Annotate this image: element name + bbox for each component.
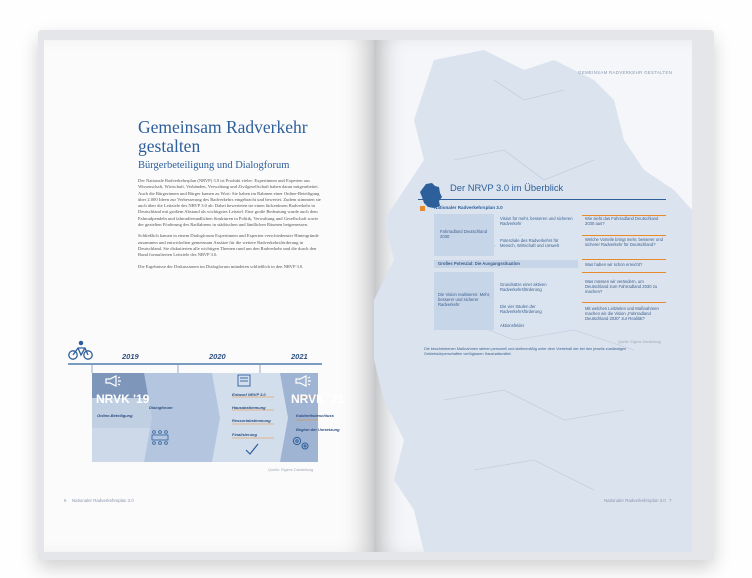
fahrradland-text: Fahrradland Deutschland 2030 — [440, 229, 488, 239]
question-4: Was müssen wir verändern, um Deutschland zum Fahrradland 2030 zu machen? — [585, 279, 658, 294]
table-source: Quelle: Eigene Darstellung — [618, 340, 661, 344]
nrvk19-label: NRVK '19 — [96, 392, 150, 406]
page-subtitle: Bürgerbeteiligung und Dialogforum — [138, 160, 290, 171]
dialogforum-label: Dialogforum — [149, 405, 173, 410]
year-2020: 2020 — [209, 352, 226, 361]
left-footer: Nationaler Radverkehrsplan 3.0 — [72, 498, 134, 503]
potenziale-text: Potenziale des Radverkehrs für Mensch, Wirtschaft und Umwelt — [500, 238, 559, 248]
footnote: Die beschriebenen Maßnahmen stehen personell und stellenmäßig unter dem Vorbehalt der bei den jeweils zuständigen Gebietskörperschaften verfügbaren Haushaltsmittel. — [424, 347, 627, 356]
vision-more-text: Vision für mehr, besseren und sicheren Radverkehr — [500, 216, 573, 226]
page-title: Gemeinsam Radverkehr gestalten — [138, 117, 308, 156]
timeline-graphic — [60, 340, 335, 480]
left-page-number: 6 — [64, 498, 67, 503]
orange-marker — [420, 206, 425, 211]
body-text — [138, 178, 321, 275]
question-3: Was haben wir schon erreicht? — [585, 262, 643, 267]
aktionsfelder-text: Aktionsfelder — [500, 323, 525, 328]
entwurf-label: Entwurf NRVP 3.0 — [232, 392, 266, 397]
kabinett-label: Kabinettsbeschluss — [296, 413, 334, 418]
final-label: Finalisierung — [232, 432, 257, 437]
nrvk21-label: NRVK '21 — [291, 392, 345, 406]
saeulen-text: Die vier Säulen der Radverkehrsförderung — [500, 304, 542, 314]
paragraph-3: Die Ergebnisse der Diskussionen im Dialogforum mündeten schließlich in den NRVP 3.0. — [138, 263, 304, 269]
running-header: GEMEINSAM RADVERKEHR GESTALTEN — [578, 70, 673, 75]
grundsaetze-text: Grundsätze einer aktiven Radverkehrsförderung — [500, 282, 547, 292]
right-page-number: 7 — [669, 498, 672, 503]
year-2021: 2021 — [291, 352, 308, 361]
beginn-label: Beginn der Umsetzung — [296, 427, 340, 432]
online-label: Online-Beteiligung — [97, 413, 133, 418]
potenzial-text: Großes Potenzial: Die Ausgangssituation — [438, 261, 520, 266]
year-2019: 2019 — [122, 352, 139, 361]
timeline-source: Quelle: Eigene Darstellung — [268, 468, 314, 472]
question-5: Mit welchen Leitzielen und Maßnahmen machen wir die Vision „Fahrradland Deutschland 2030“ zur Realität? — [585, 306, 659, 321]
vision-real-text: Die Vision realisieren: Mehr, besserer und sicherer Radverkehr — [438, 292, 491, 307]
haus-label: Hausabstimmung — [232, 405, 266, 410]
overview-title: Der NRVP 3.0 im Überblick — [450, 182, 564, 193]
right-footer: Nationaler Radverkehrsplan 3.0 — [604, 498, 666, 503]
paragraph-1: Der Nationale Radverkehrsplan (NRVP) 3.0 ist Produkt vieler: Expertinnen und Experten aus Wissenschaft, Wirtschaft, Verbänden, Verwaltung und Zivilgesellschaft haben daran mitgearbeitet. Auch die Bürgerinnen und Bürger kamen zu Wort: Sie haben im Rahmen einer Online-Beteiligung über 2.000 Ideen zur Verbesserung des Radverkehrs eingebracht und bewertet. Zudem stimmten sie auch über die Leitziele des NRVP 3.0 ab: Dabei bewerteten sie einen lückenlosen Radverkehr in Deutschland mit großem Abstand als wichtigstes Leitziel. Eine große Bedeutung wurde auch dem Fahrradpendeln und fahrradfreundlichen Strukturen in Politik, Verwaltung und Gesellschaft sowie der gezielten Förderung des Radfahrens in städtischen und ländlichen Räumen beigemessen. — [138, 178, 321, 228]
question-2: Welche Vorteile bringt mehr, besserer und sicherer Radverkehr für Deutschland? — [585, 237, 663, 247]
question-1: Wie sieht das Fahrradland Deutschland 2030 aus? — [585, 216, 659, 226]
ressort-label: Ressortabstimmung — [232, 418, 271, 423]
bicycle-icon — [69, 341, 92, 359]
table-title: Nationaler Radverkehrsplan 3.0 — [434, 205, 503, 210]
title-rule — [418, 199, 666, 200]
paragraph-2: Schließlich kamen in einem Dialogforum Expertinnen und Experten verschiedenster Hintergründe zusammen und entwickelten gemeinsam Ansätze für die weitere Radverkehrsförderung in Deutschland. Sie diskutierten alle wichtigen Themen rund um den Radverkehr und die durch den Bund formulierten Leitziele des NRVP 3.0. — [138, 233, 319, 258]
